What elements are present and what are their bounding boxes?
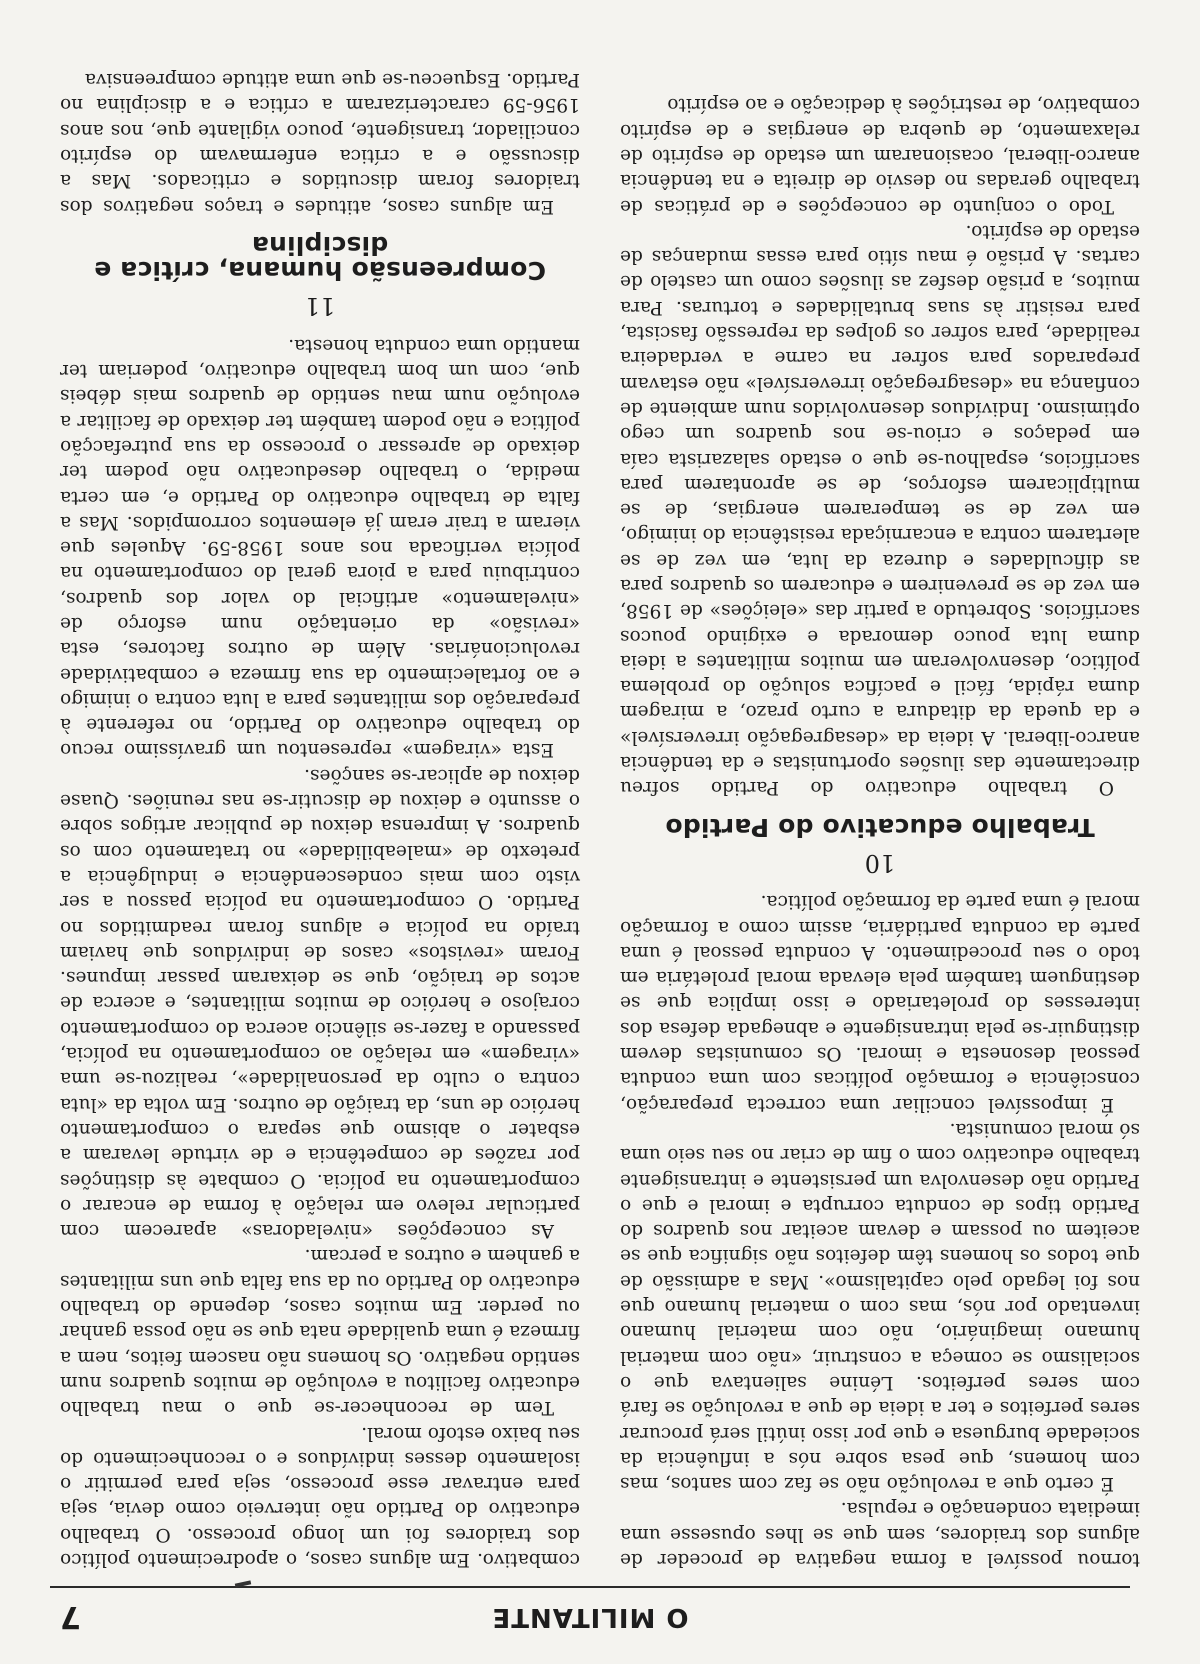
- publication-title: O MILITANTE: [491, 1602, 689, 1632]
- paragraph: Todo o conjunto de concepções e de práticas de trabalho geradas no desvio de direita e na tendência anarco-liberal, ocasionaram um estado de espírito de relaxamento, de quebra de energias e de espírito combativo, de restrições à dedicação e ao espírito: [620, 94, 1140, 217]
- left-column: [620, 92, 1140, 1572]
- paragraph: Esta «viragem» representou um gravíssimo recuo do trabalho educativo do Partido, no referente à preparação dos militantes para a luta contra o inimigo e ao fortalecimento da sua firmeza e combatividade revolucionárias. Além de outros factores, esta «revisão» da orientação num esforço de «nivelamento» artificial do valor dos quadros, contribuiu para a piora geral do comportamento na polícia verificada nos anos 1958-59. Aqueles que vieram a trair eram já elementos corrompidos. Mas a falta de trabalho educativo do Partido e, em certa medida, o trabalho deseducativo não podem ter deixado de apressar o processo da sua putrefacção política e não podem também ter deixado de facilitar a evolução num mau sentido de quadros mais débeis que, com um bom trabalho educativo, poderiam ter mantido uma conduta honesta.: [60, 334, 580, 761]
- section-number: 10: [864, 848, 896, 877]
- section-title: Trabalho educativo do Partido: [665, 812, 1095, 842]
- paragraph: É impossível conciliar uma correcta preparação, consciência e formação políticas com uma conduta pessoal desonesta e imoral. Os comunistas devem distinguir-se pela intransigente e abnegada defesa dos interesses do proletariado e isso implica que se destinguem também pela elevada moral proletária em todo o seu procedimento. A conduta pessoal é uma parte da conduta partidária, assim como a formação moral é uma parte da formação política.: [620, 891, 1140, 1115]
- paragraph: combativo. Em alguns casos, o apodrecimento político dos traidores foi um longo processo. O trabalho educativo do Partido não interveio como devia, seja para entravar esse processo, seja para permitir o isolamento desses indivíduos e o reconhecimento do seu baixo estofo moral.: [60, 1422, 580, 1570]
- paragraph: É certo que a revolução não se faz com santos, mas com homens, que pesa sobre nós a influência da sociedade burguesa e que por isso inútil será procurar seres perfeitos e ter a ideia de que a revolução se fará com seres perfeitos. Lénine salientava que o socialismo se começa a construir, «não com material humano imaginário, não com material humano inventado por nós, mas com o material humano que nos foi legado pelo capitalismo». Mas a admissão de que todos os homens têm defeitos não significa que se aceitem ou possam e devam aceitar nos quadros do Partido tipos de conduta corrupta e imoral e que o Partido não desenvolva um persistente e intransigente trabalho educativo com o fim de criar no seu seio uma só moral comunista.: [620, 1118, 1140, 1495]
- section-number: 11: [304, 292, 336, 321]
- paragraph: tornou possível a forma negativa de proceder de alguns dos traidores, sem que se lhes opusesse uma imediata condenação e repulsa.: [620, 1498, 1140, 1570]
- right-column: [60, 67, 580, 1572]
- paragraph: Em alguns casos, atitudes e traços negativos dos traidores foram discutidos e criticados. Mas a discussão e a crítica enfermavam do espírito conciliador, transigente, pouco vigilante que, nos anos 1956-59 caracterizaram a crítica e a disciplina no Partido. Esqueceu-se que uma atitude compreensiva: [60, 69, 580, 217]
- paragraph: Tem de reconhecer-se que o mau trabalho educativo facilitou a evolução de muitos quadros num sentido negativo. Os homens não nascem feitos, nem a firmeza é uma qualidade nata que se não possa ganhar ou perder. Em muitos casos, depende do trabalho educativo do Partido ou da sua falta que uns militantes a ganhem e outros a percam.: [60, 1245, 580, 1419]
- section-title: Compreensão humana, crítica e disciplina: [94, 230, 546, 286]
- page-header: [50, 1586, 1130, 1646]
- page-number: 7: [60, 1599, 81, 1634]
- paragraph: O trabalho educativo do Partido sofreu directamente das ilusões oportunistas e da tendência anarco-liberal. A ideia da «desagregação irreversível» e da queda da ditadura a curto prazo, a miragem duma rápida, fácil e pacífica solução do problema político, desenvolveram em muitos militantes a ideia duma luta pouco demorada e exigindo poucos sacrifícios. Sobretudo a partir das «eleições» de 1958, em vez de se prevenirem e educarem os quadros para as dificuldades e dureza da luta, em vez de se alertarem contra a encarniçada resistência do inimigo, em vez de se temperarem energias, de se multiplicarem esforços, de se aprontarem para sacrifícios, espalhou-se que o estado salazarista caía em pedaços e criou-se nos quadros um cego optimismo. Indivíduos desenvolvidos num ambiente de confiança na «desagregação irreversível» não estavam preparados para sofrer na carne a verdadeira realidade, para sofrer os golpes da repressão fascista, para resistir às suas brutalidades e torturas. Para muitos, a prisão desfez as ilusões como um castelo de cartas. A prisão é mau sítio para essas mudanças de estado de espírito.: [620, 220, 1140, 799]
- paragraph: As concepções «niveladoras» aparecem com particular relevo em relação à forma de encarar o comportamento na polícia. O combate às distinções por razões de competência e de virtude levaram a esbater o abismo que separa o comportamento heróico de uns, da traição de outros. Em volta da «luta contra o culto da personalidade», realizou-se uma «viragem» em relação ao comportamento na polícia, passando a fazer-se silêncio acerca do comportamento corajoso e heróico de muitos militantes, e acerca de actos de traição, que se deixaram passar impunes. Foram «revistos» casos de indivíduos que haviam traído na polícia e alguns foram readmitidos no Partido. O comportamento na polícia passou a ser visto com mais condescendência e indulgência a pretexto de «maleabilidade» no tratamento com os quadros. A imprensa deixou de publicar artigos sobre o assunto e deixou de discutir-se nas reuniões. Quase deixou de aplicar-se sanções.: [60, 764, 580, 1242]
